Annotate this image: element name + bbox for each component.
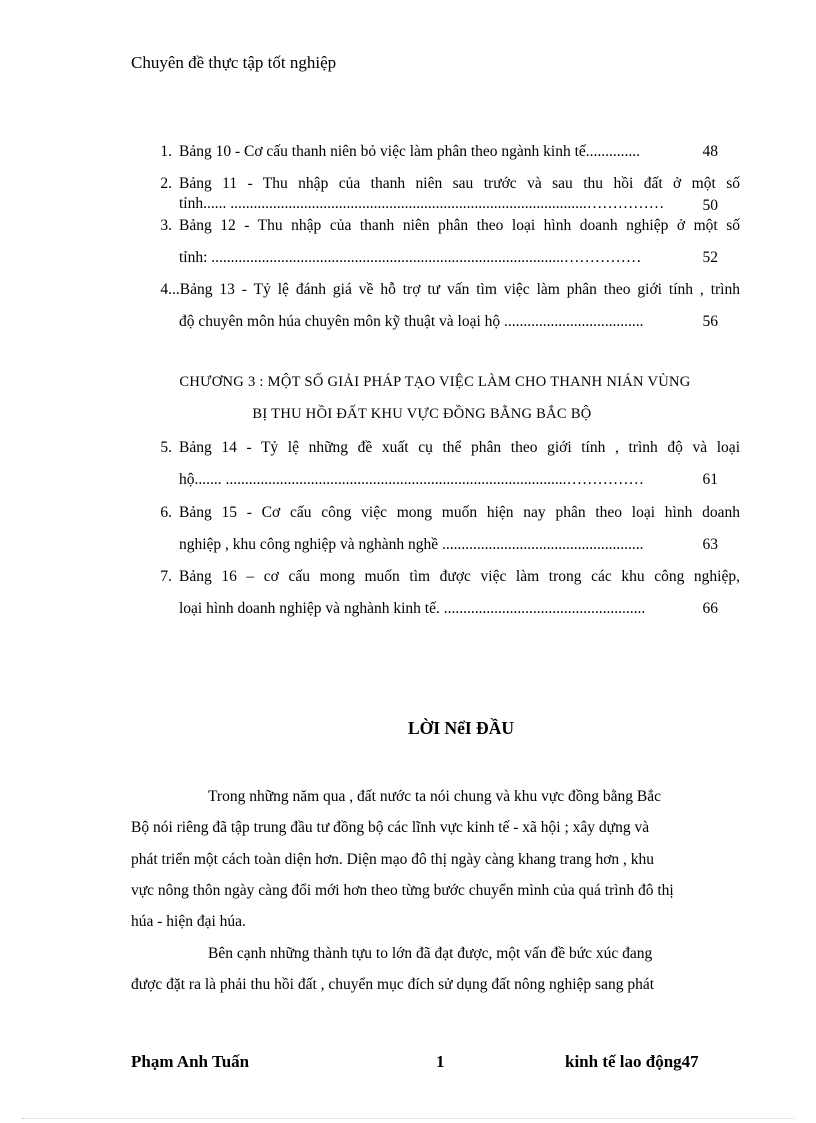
toc-number: 3. [160,217,172,234]
toc-text-continued: nghiệp , khu công nghiệp và nghành nghề .................................................... [179,536,644,553]
paragraph-line: vực nông thôn ngày càng đổi mới hơn theo từng bước chuyển mình của quá trình đô thị [131,882,674,899]
paragraph-line: Bên cạnh những thành tựu to lớn đã đạt được, một vấn đề bức xúc đang [208,945,653,962]
toc-number: 2. [160,175,172,192]
toc-number: 7. [160,568,172,585]
page-bottom-border [22,1118,794,1119]
toc-text-continued: tỉnh: ...........................................................................................…………… [179,249,642,266]
toc-text: Bảng 12 - Thu nhập của thanh niên phân theo loại hình doanh nghiệp ở một số [179,217,740,234]
toc-page-number: 63 [702,536,718,553]
toc-number: 5. [160,439,172,456]
toc-text: Bảng 11 - Thu nhập của thanh niên sau trước và sau thu hồi đất ở một số [179,175,740,192]
toc-page-number: 50 [702,197,718,214]
toc-text: Bảng 16 – cơ cấu mong muốn tìm được việc làm trong các khu công nghiệp, [179,568,740,585]
paragraph-line: phát triển một cách toàn diện hơn. Diện mạo đô thị ngày càng khang trang hơn , khu [131,851,655,868]
toc-text-continued: hộ....... ........................................................................................…………… [179,471,644,488]
toc-page-number: 61 [702,471,718,488]
footer-author: Phạm Anh Tuấn [131,1052,250,1071]
paragraph-line: húa - hiện đại húa. [131,913,246,930]
page-header-title: Chuyên đề thực tập tốt nghiệp [131,53,337,72]
toc-page-number: 66 [702,600,718,617]
toc-text-continued: tỉnh...... ............................................................................................…………… [179,195,665,212]
preface-title: LỜI NểI ĐẦU [408,718,514,738]
toc-page-number: 48 [702,143,718,160]
toc-text-continued: loại hình doanh nghiệp và nghành kinh tế. .................................................... [179,600,646,617]
paragraph-line: được đặt ra là phải thu hồi đất , chuyển mục đích sử dụng đất nông nghiệp sang phát [131,976,655,993]
toc-text: Bảng 14 - Tỷ lệ những đề xuất cụ thể phân theo giới tính , trình độ và loại [179,439,740,456]
toc-number: 6. [160,504,172,521]
toc-text: Bảng 10 - Cơ cấu thanh niên bỏ việc làm phân theo ngành kinh tế.............. [179,143,641,160]
chapter-heading-line1: CHƯƠNG 3 : MỘT SỐ GIẢI PHÁP TẠO VIỆC LÀM CHO THANH NIÁN VÙNG [179,374,691,390]
toc-number: 4. [160,281,172,298]
footer-class: kinh tế lao động47 [565,1052,699,1071]
chapter-heading-line2: BỊ THU HỒI ĐẤT KHU VỰC ĐỒNG BẰNG BẮC BỘ [252,406,592,422]
footer-page-number: 1 [436,1052,445,1071]
paragraph-line: Trong những năm qua , đất nước ta nói chung và khu vực đồng bằng Bắc [208,788,661,805]
toc-text-continued: độ chuyên môn húa chuyên môn kỹ thuật và loại hộ .................................... [179,313,644,330]
toc-page-number: 56 [702,313,718,330]
paragraph-line: Bộ nói riêng đã tập trung đầu tư đồng bộ các lĩnh vực kinh tế - xã hội ; xây dựng và [131,819,650,836]
toc-text: Bảng 15 - Cơ cấu công việc mong muốn hiện nay phân theo loại hình doanh [179,504,740,521]
toc-page-number: 52 [702,249,718,266]
toc-number: 1. [160,143,172,160]
toc-text: ..Bảng 13 - Tỷ lệ đánh giá về hỗ trợ tư vấn tìm việc làm phân theo giới tính , trình [172,281,740,298]
